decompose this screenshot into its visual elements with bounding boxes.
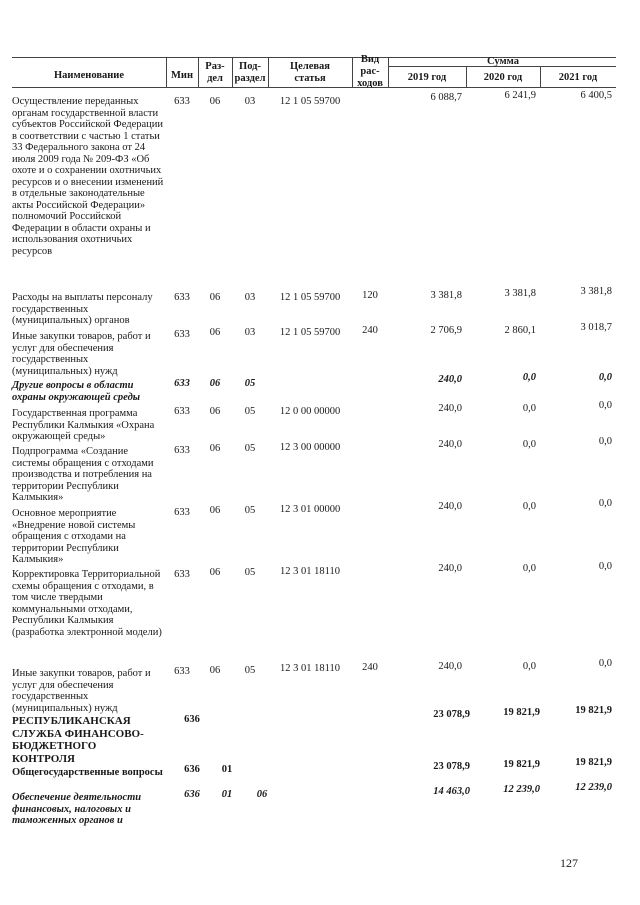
row-10-min: 636 bbox=[184, 764, 200, 775]
row-10-razdel: 01 bbox=[221, 764, 233, 775]
header-vid: Вид рас- ходов bbox=[357, 54, 383, 89]
row-7-2019: 240,0 bbox=[438, 563, 462, 574]
header-razdel: Раз- дел bbox=[205, 61, 225, 84]
row-3-2021: 0,0 bbox=[598, 372, 612, 383]
row-9-2019: 23 078,9 bbox=[433, 709, 470, 720]
row-4-2019: 240,0 bbox=[438, 403, 462, 414]
row-3-2019: 240,0 bbox=[438, 374, 462, 385]
row-7-min: 633 bbox=[174, 569, 190, 580]
row-11-razdel: 01 bbox=[221, 789, 233, 800]
row-11-name: Обеспечение деятельности финансовых, налоговых и таможенных органов и bbox=[12, 792, 142, 826]
row-10-2021: 19 821,9 bbox=[575, 757, 612, 768]
row-1-min: 633 bbox=[174, 292, 190, 303]
row-6-2021: 0,0 bbox=[598, 498, 612, 509]
header-bottom-line bbox=[12, 87, 616, 88]
header-2021: 2021 год bbox=[558, 72, 598, 83]
row-5-podrazdel: 05 bbox=[244, 443, 256, 454]
row-7-2020: 0,0 bbox=[522, 563, 536, 574]
row-11-2021: 12 239,0 bbox=[575, 782, 612, 793]
header-2020: 2020 год bbox=[483, 72, 523, 83]
row-9-2021: 19 821,9 bbox=[575, 705, 612, 716]
row-4-podrazdel: 05 bbox=[244, 406, 256, 417]
page-number: 127 bbox=[560, 856, 578, 870]
row-7-name: Корректировка Территориальной схемы обращения с отходами, в том числе твердыми коммунальными отходами, Республики Калмыкия (разработка электронной модели) bbox=[12, 569, 162, 638]
row-7-target: 12 3 01 18110 bbox=[280, 566, 340, 577]
row-1-2021: 3 381,8 bbox=[580, 286, 612, 297]
row-8-razdel: 06 bbox=[209, 665, 221, 676]
row-2-2019: 2 706,9 bbox=[430, 325, 462, 336]
row-1-razdel: 06 bbox=[209, 292, 221, 303]
row-6-podrazdel: 05 bbox=[244, 505, 256, 516]
row-8-min: 633 bbox=[174, 666, 190, 677]
row-9-2020: 19 821,9 bbox=[503, 707, 540, 718]
row-6-name: Основное мероприятие «Внедрение новой системы обращения с отходами на территории Республики Калмыкия» bbox=[12, 508, 136, 565]
row-5-razdel: 06 bbox=[209, 443, 221, 454]
header-target: Целевая статья bbox=[290, 61, 330, 84]
row-3-name: Другие вопросы в области охраны окружающей среды bbox=[12, 380, 141, 403]
header-min: Мин bbox=[170, 70, 193, 81]
row-5-min: 633 bbox=[174, 445, 190, 456]
row-2-min: 633 bbox=[174, 329, 190, 340]
row-0-2020: 6 241,9 bbox=[504, 90, 536, 101]
row-8-vid: 240 bbox=[362, 662, 378, 673]
row-3-razdel: 06 bbox=[209, 378, 221, 389]
row-11-2019: 14 463,0 bbox=[433, 786, 470, 797]
row-8-target: 12 3 01 18110 bbox=[280, 663, 340, 674]
row-3-2020: 0,0 bbox=[522, 372, 536, 383]
row-2-razdel: 06 bbox=[209, 327, 221, 338]
row-11-min: 636 bbox=[184, 789, 200, 800]
row-6-2020: 0,0 bbox=[522, 501, 536, 512]
header-sum: Сумма bbox=[487, 56, 519, 67]
row-9-name: РЕСПУБЛИКАНСКАЯ СЛУЖБА ФИНАНСОВО-БЮДЖЕТНОГО КОНТРОЛЯ bbox=[12, 715, 144, 765]
row-7-razdel: 06 bbox=[209, 567, 221, 578]
row-1-vid: 120 bbox=[362, 290, 378, 301]
row-2-podrazdel: 03 bbox=[244, 327, 256, 338]
row-4-2020: 0,0 bbox=[522, 403, 536, 414]
row-0-name: Осуществление переданных органам государственной власти субъектов Российской Федерации в соответствии с частью 1 статьи 33 Федерального закона от 24 июля 2009 года № 209-ФЗ «Об охоте и о сохранении охотничьих ресурсов и о внесении изменений в отдельные законодательные акты Российской Федерации» полномочий Российской Федерации в области охраны и использования охотничьих ресурсов bbox=[12, 96, 164, 257]
row-10-name: Общегосударственные вопросы bbox=[12, 767, 163, 778]
row-6-razdel: 06 bbox=[209, 505, 221, 516]
row-2-vid: 240 bbox=[362, 325, 378, 336]
row-9-min: 636 bbox=[184, 714, 200, 725]
row-0-razdel: 06 bbox=[209, 96, 221, 107]
row-2-2020: 2 860,1 bbox=[504, 325, 536, 336]
row-1-2019: 3 381,8 bbox=[430, 290, 462, 301]
row-10-2019: 23 078,9 bbox=[433, 761, 470, 772]
row-4-razdel: 06 bbox=[209, 406, 221, 417]
row-7-podrazdel: 05 bbox=[244, 567, 256, 578]
row-2-target: 12 1 05 59700 bbox=[279, 327, 341, 338]
row-5-2019: 240,0 bbox=[438, 439, 462, 450]
row-5-name: Подпрограмма «Создание системы обращения с отходами производства и потребления на территории Республики Калмыкия» bbox=[12, 446, 154, 503]
row-7-2021: 0,0 bbox=[598, 561, 612, 572]
row-8-2020: 0,0 bbox=[522, 661, 536, 672]
row-0-min: 633 bbox=[174, 96, 190, 107]
row-11-podrazdel: 06 bbox=[256, 789, 268, 800]
row-5-2020: 0,0 bbox=[522, 439, 536, 450]
row-3-min: 633 bbox=[174, 378, 190, 389]
row-1-2020: 3 381,8 bbox=[504, 288, 536, 299]
row-0-podrazdel: 03 bbox=[244, 96, 256, 107]
row-1-target: 12 1 05 59700 bbox=[279, 292, 341, 303]
row-8-name: Иные закупки товаров, работ и услуг для обеспечения государственных (муниципальных) нужд bbox=[12, 668, 151, 714]
row-0-2021: 6 400,5 bbox=[580, 90, 612, 101]
row-8-podrazdel: 05 bbox=[244, 665, 256, 676]
row-6-target: 12 3 01 00000 bbox=[279, 504, 341, 515]
header-podrazdel: Под- раздел bbox=[234, 61, 266, 84]
row-5-2021: 0,0 bbox=[598, 436, 612, 447]
row-8-2019: 240,0 bbox=[438, 661, 462, 672]
row-2-name: Иные закупки товаров, работ и услуг для обеспечения государственных (муниципальных) нужд bbox=[12, 331, 151, 377]
header-name: Наименование bbox=[54, 70, 124, 81]
row-4-name: Государственная программа Республики Калмыкия «Охрана окружающей среды» bbox=[12, 408, 155, 442]
row-8-2021: 0,0 bbox=[598, 658, 612, 669]
row-6-min: 633 bbox=[174, 507, 190, 518]
row-3-podrazdel: 05 bbox=[244, 378, 256, 389]
row-0-target: 12 1 05 59700 bbox=[279, 96, 341, 107]
row-5-target: 12 3 00 00000 bbox=[279, 442, 341, 453]
row-0-2019: 6 088,7 bbox=[430, 92, 462, 103]
row-1-name: Расходы на выплаты персоналу государственных (муниципальных) органов bbox=[12, 292, 153, 326]
row-4-target: 12 0 00 00000 bbox=[279, 406, 341, 417]
row-4-min: 633 bbox=[174, 406, 190, 417]
row-2-2021: 3 018,7 bbox=[580, 322, 612, 333]
row-6-2019: 240,0 bbox=[438, 501, 462, 512]
row-1-podrazdel: 03 bbox=[244, 292, 256, 303]
row-11-2020: 12 239,0 bbox=[503, 784, 540, 795]
row-4-2021: 0,0 bbox=[598, 400, 612, 411]
header-2019: 2019 год bbox=[407, 72, 447, 83]
row-10-2020: 19 821,9 bbox=[503, 759, 540, 770]
